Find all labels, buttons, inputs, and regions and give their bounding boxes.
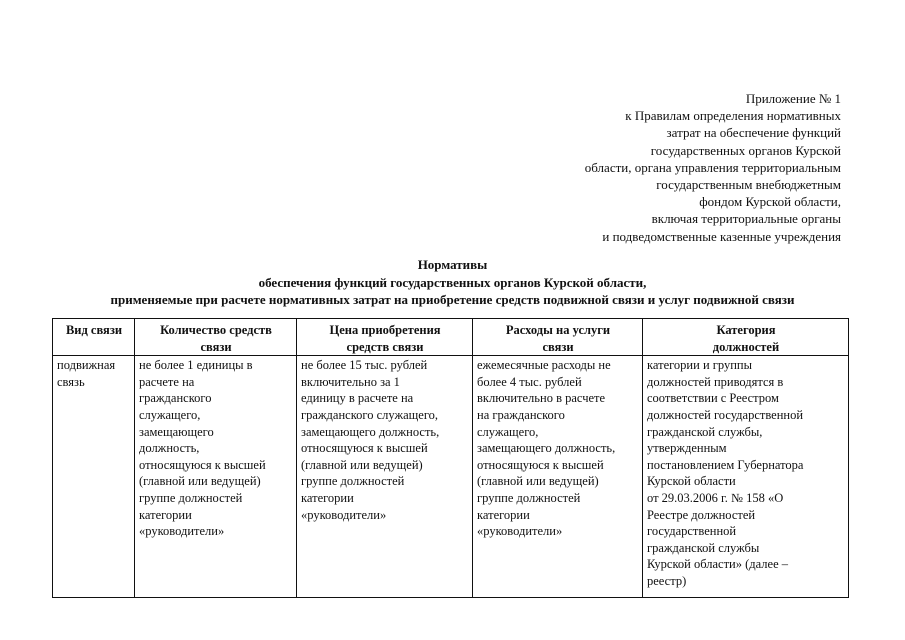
appendix-line: государственным внебюджетным [656,177,841,193]
cell-text: «руководители» [139,524,225,539]
cell-text: от 29.03.2006 г. № 158 «О [647,490,784,505]
cell-text: служащего, [139,407,201,422]
cell-text: (главной или ведущей) [477,474,599,489]
header-text: должностей [712,339,780,354]
cell-text: Курской области [647,474,736,489]
cell-text: замещающего [139,424,214,439]
cell-text: служащего, [477,424,539,439]
cell-text: ежемесячные расходы не [477,358,611,373]
appendix-line: государственных органов Курской [650,142,841,158]
header-text: Расходы на услуги [505,323,611,337]
cell-text: «руководители» [477,524,563,539]
cell-text: замещающего должность, [301,424,440,439]
header-cell-price [297,319,473,356]
title-line-3: применяемые при расчете нормативных затрат на приобретение средств подвижной связи и услуг подвижной связи [110,292,795,307]
header-cell-quantity [135,319,297,356]
header-text: Цена приобретения [329,323,441,337]
title-line-2: обеспечения функций государственных органов Курской области, [258,274,647,290]
header-cell-expenses [473,319,643,356]
cell-text: включительно за 1 [301,374,400,389]
cell-quantity [135,356,297,598]
cell-text: относящуюся к высшей [139,457,266,472]
cell-text: категории [477,507,530,522]
cell-text: категории [139,507,192,522]
cell-text: (главной или ведущей) [139,474,261,489]
norms-table [52,318,849,598]
cell-text: гражданского [139,391,212,406]
cell-text: группе должностей [477,490,581,505]
cell-text: не более 15 тыс. рублей [301,358,428,373]
cell-text: утвержденным [647,441,727,456]
cell-text: на гражданского [477,407,565,422]
cell-category [643,356,849,598]
cell-text: подвижная [57,358,116,373]
table-header-row [53,319,849,356]
cell-text: (главной или ведущей) [301,457,423,472]
header-text: Вид связи [65,323,123,337]
cell-text: категории и группы [647,358,752,373]
header-text: средств связи [346,339,424,354]
cell-text: гражданского служащего, [301,407,439,422]
cell-text: относящуюся к высшей [477,457,604,472]
header-text: связи [542,339,574,354]
appendix-line: затрат на обеспечение функций [666,125,841,141]
cell-text: соответствии с Реестром [647,391,779,406]
cell-text: должность, [139,441,200,456]
cell-text: Курской области» (далее – [647,557,788,572]
table-row [53,356,849,598]
cell-text: постановлением Губернатора [647,457,804,472]
cell-text: не более 1 единицы в [139,358,253,373]
cell-text: относящуюся к высшей [301,441,428,456]
cell-text: государственной [647,524,737,539]
cell-text: реестр) [647,573,687,588]
document-title [0,256,905,309]
header-text: связи [200,339,232,354]
cell-text: Реестре должностей [647,507,756,522]
cell-text: категории [301,490,354,505]
appendix-line: фондом Курской области, [699,194,841,210]
cell-text: включительно в расчете [477,391,606,406]
cell-price [297,356,473,598]
appendix-line: области, органа управления территориальным [584,159,841,175]
appendix-line: к Правилам определения нормативных [625,108,841,124]
cell-expenses [473,356,643,598]
cell-text: замещающего должность, [477,441,616,456]
cell-text: расчете на [139,374,195,389]
cell-text: связь [57,374,85,389]
appendix-line: Приложение № 1 [745,91,841,106]
header-cell-type [53,319,135,356]
header-text: Количество средств [160,323,272,337]
cell-text: должностей государственной [647,407,804,422]
cell-text: группе должностей [301,474,405,489]
appendix-line: и подведомственные казенные учреждения [602,228,841,244]
cell-text: «руководители» [301,507,387,522]
header-text: Категория [716,323,776,337]
cell-text: группе должностей [139,490,243,505]
appendix-block [461,90,841,245]
title-line-1: Нормативы [417,257,488,272]
cell-text: должностей приводятся в [647,374,784,389]
appendix-line: включая территориальные органы [651,211,841,227]
cell-text: более 4 тыс. рублей [477,374,582,389]
cell-type [53,356,135,598]
header-cell-category [643,319,849,356]
cell-text: гражданской службы, [647,424,763,439]
cell-text: гражданской службы [647,540,760,555]
cell-text: единицу в расчете на [301,391,414,406]
